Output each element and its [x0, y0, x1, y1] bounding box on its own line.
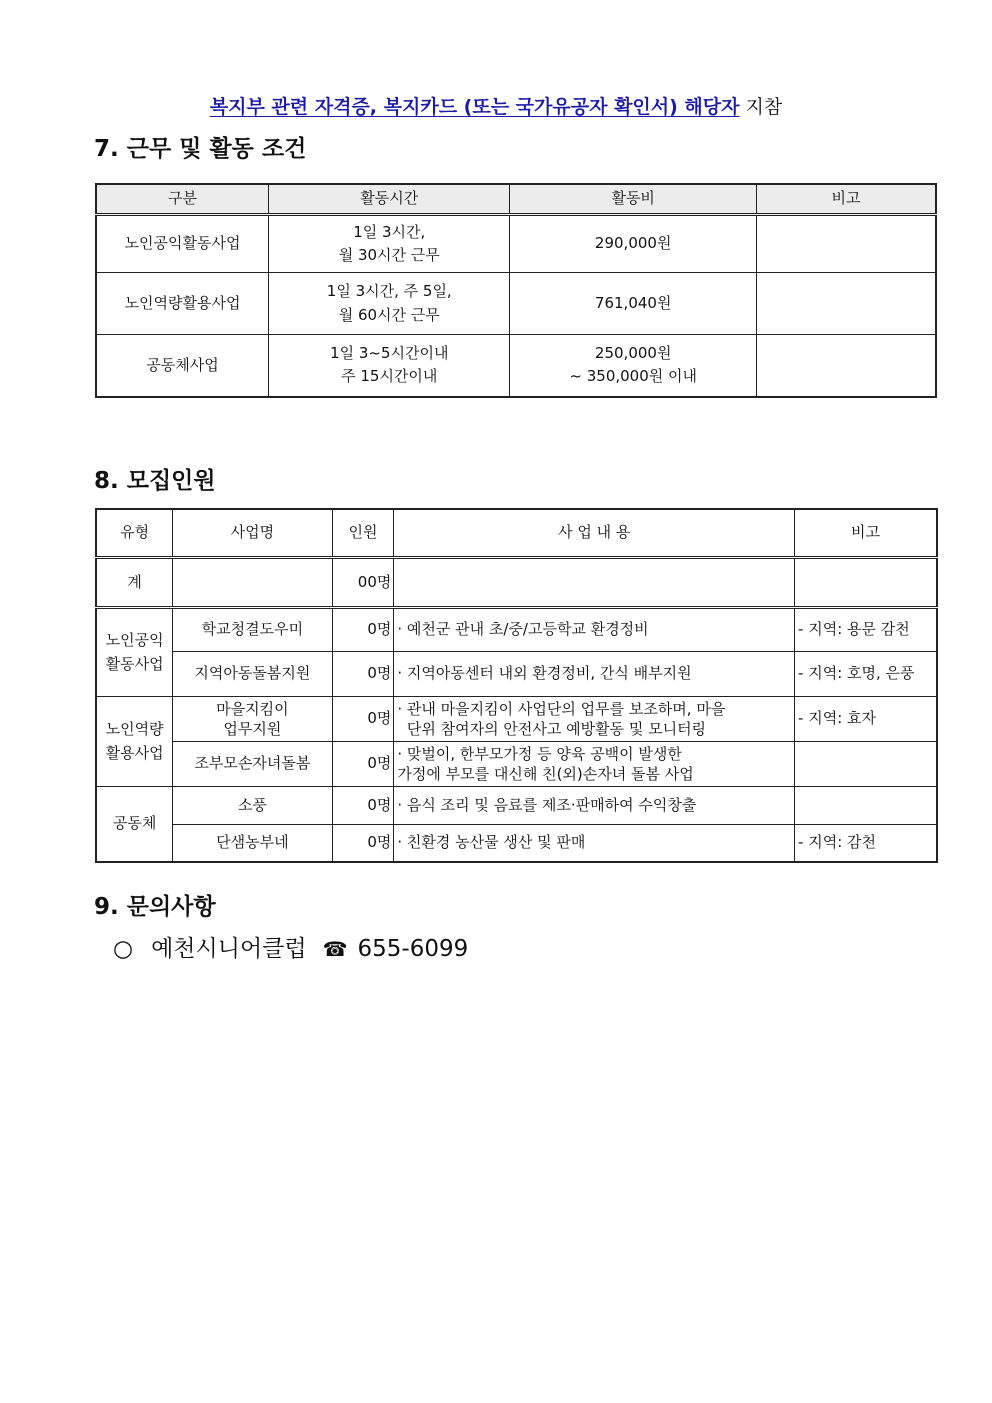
- table-header-row: [96, 184, 936, 215]
- activity-fee: 290,000원: [510, 215, 756, 273]
- headcount: 0명: [332, 652, 394, 697]
- program-name: 노인공익활동사업: [96, 215, 269, 273]
- description: · 관내 마을지킴이 사업단의 업무를 보조하며, 마을 단위 참여자의 안전사고 예방활동 및 모니터링: [394, 697, 795, 742]
- total-row: [96, 558, 937, 608]
- note: [756, 273, 936, 335]
- header-cell: 사 업 내 용: [394, 509, 795, 558]
- intro-suffix: 지참: [739, 96, 783, 118]
- table-row: [96, 697, 937, 742]
- table-row: [96, 273, 936, 335]
- description: · 예천군 관내 초/중/고등학교 환경정비: [394, 608, 795, 652]
- group-label: 공동체: [96, 787, 173, 862]
- program-name: 노인역량활용사업: [96, 273, 269, 335]
- table-row: [96, 825, 937, 862]
- description: · 맞벌이, 한부모가정 등 양육 공백이 발생한 가정에 부모를 대신해 친(외)손자녀 돌봄 사업: [394, 742, 795, 787]
- table-row: [96, 652, 937, 697]
- headcount: 0명: [332, 787, 394, 825]
- header-cell: 비고: [795, 509, 937, 558]
- note: - 지역: 효자: [795, 697, 937, 742]
- note: [756, 335, 936, 397]
- table-row: [96, 787, 937, 825]
- description: · 친환경 농산물 생산 및 판매: [394, 825, 795, 862]
- headcount: 0명: [332, 742, 394, 787]
- header-cell: 유형: [96, 509, 173, 558]
- table-header-row: [96, 509, 937, 558]
- table-row: [96, 742, 937, 787]
- header-cell: 구분: [96, 184, 269, 215]
- work-conditions-table: [95, 183, 937, 398]
- note: - 지역: 용문 감천: [795, 608, 937, 652]
- bullet: ○: [113, 936, 134, 962]
- description: · 지역아동센터 내외 환경정비, 간식 배부지원: [394, 652, 795, 697]
- activity-fee: 250,000원 ~ 350,000원 이내: [510, 335, 756, 397]
- table-row: [96, 215, 936, 273]
- description: · 음식 조리 및 음료를 제조·판매하여 수익창출: [394, 787, 795, 825]
- intro-highlight: 복지부 관련 자격증, 복지카드 (또는 국가유공자 확인서) 해당자: [209, 96, 740, 118]
- activity-time: 1일 3시간, 월 30시간 근무: [269, 215, 510, 273]
- header-cell: 비고: [756, 184, 936, 215]
- intro-line: [0, 92, 992, 119]
- total-label: 계: [96, 558, 173, 608]
- phone-icon: ☎: [322, 937, 348, 961]
- group-label: 노인공익 활동사업: [96, 608, 173, 697]
- table-row: [96, 608, 937, 652]
- program-name: 지역아동돌봄지원: [173, 652, 332, 697]
- activity-time: 1일 3시간, 주 5일, 월 60시간 근무: [269, 273, 510, 335]
- note: - 지역: 감천: [795, 825, 937, 862]
- activity-time: 1일 3~5시간이내 주 15시간이내: [269, 335, 510, 397]
- note: [795, 742, 937, 787]
- headcount: 0명: [332, 697, 394, 742]
- table-row: [96, 335, 936, 397]
- activity-fee: 761,040원: [510, 273, 756, 335]
- section9-title: 9. 문의사항: [94, 894, 216, 920]
- program-name: 조부모손자녀돌봄: [173, 742, 332, 787]
- header-cell: 활동비: [510, 184, 756, 215]
- program-name: 단샘농부네: [173, 825, 332, 862]
- note: [795, 787, 937, 825]
- total-count: 00명: [332, 558, 394, 608]
- headcount: 0명: [332, 825, 394, 862]
- note: - 지역: 호명, 은풍: [795, 652, 937, 697]
- program-name: 공동체사업: [96, 335, 269, 397]
- section8-title: 8. 모집인원: [94, 468, 216, 494]
- header-cell: 사업명: [173, 509, 332, 558]
- header-cell: 활동시간: [269, 184, 510, 215]
- program-name: 소풍: [173, 787, 332, 825]
- recruitment-table: [95, 508, 938, 863]
- header-cell: 인원: [332, 509, 394, 558]
- section7-title: 7. 근무 및 활동 조건: [94, 136, 307, 162]
- program-name: 마을지킴이 업무지원: [173, 697, 332, 742]
- program-name: 학교청결도우미: [173, 608, 332, 652]
- group-label: 노인역량 활용사업: [96, 697, 173, 787]
- note: [756, 215, 936, 273]
- contact-phone: 655-6099: [357, 936, 469, 962]
- headcount: 0명: [332, 608, 394, 652]
- contact-line: [113, 930, 468, 963]
- contact-org: 예천시니어클럽: [151, 936, 307, 962]
